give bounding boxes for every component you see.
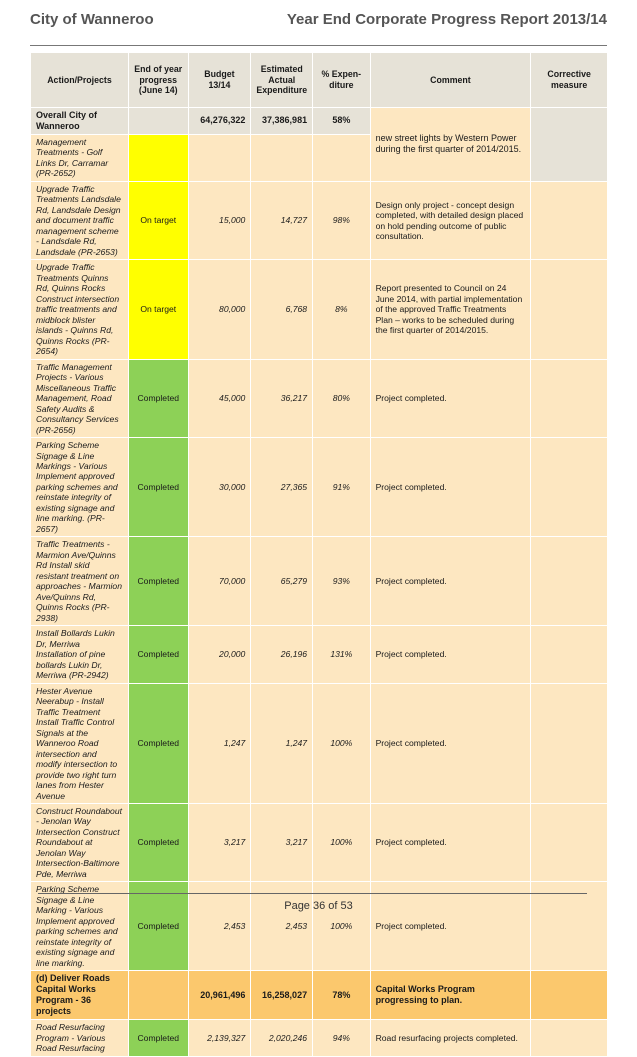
header-divider [30,45,607,46]
comment-cell: Report presented to Council on 24 June 2014, with partial implementation of the approved Traffic Treatments Plan – works to be scheduled during the first quarter of 2014/2015. [370,260,531,359]
table-row [31,181,608,259]
actual-cell: 3,217 [251,804,313,882]
col-header-budget: Budget 13/14 [188,53,251,108]
page-header [30,6,607,28]
corrective-cell [531,683,608,803]
status-cell [128,134,188,181]
pct-cell: 98% [313,181,370,259]
comment-cell: Project completed. [370,804,531,882]
budget-cell: 1,247 [188,683,251,803]
actual-cell: 1,247 [251,683,313,803]
status-cell: Completed [128,804,188,882]
section-pct: 78% [313,971,370,1020]
project-name: Hester Avenue Neerabup - Install Traffic Treatment Install Traffic Control Signals at the Wanneroo Road intersection and modify intersection to provide two right turn lanes from Hester Avenue [31,683,129,803]
table-row [31,537,608,626]
col-header-comment: Comment [370,53,531,108]
project-name: Parking Scheme Signage & Line Marking - Various Implement approved parking schemes and reinstate integrity of existing signage and line marking. [31,882,129,971]
overall-corrective [531,108,608,182]
col-header-estimated: Estimated Actual Expenditure [251,53,313,108]
comment-cell: Design only project - concept design completed, with detailed design placed on hold pending outcome of public consultation. [370,181,531,259]
budget-cell: 70,000 [188,537,251,626]
project-name: Parking Scheme Signage & Line Markings - Various Implement approved parking schemes and reinstate integrity of existing signage and line marking. (PR-2657) [31,438,129,537]
status-cell: Completed [128,537,188,626]
pct-cell: 131% [313,626,370,683]
report-title: Year End Corporate Progress Report 2013/14 [286,11,607,28]
corrective-cell [531,438,608,537]
section-row [31,971,608,1020]
col-header-corrective: Corrective measure [531,53,608,108]
section-label: (d) Deliver Roads Capital Works Program - 36 projects [31,971,129,1020]
table-header-row [31,53,608,108]
comment-cell: Project completed. [370,438,531,537]
project-name: Install Bollards Lukin Dr, Merriwa Installation of pine bollards Lukin Dr, Merriwa (PR-2942) [31,626,129,683]
corrective-cell [531,804,608,882]
project-name: Traffic Management Projects - Various Miscellaneous Traffic Management, Road Safety Audits & Consultancy Services (PR-2656) [31,359,129,437]
overall-row [31,108,608,135]
status-cell: On target [128,181,188,259]
actual-cell: 14,727 [251,181,313,259]
comment-cell: Project completed. [370,683,531,803]
budget-cell: 30,000 [188,438,251,537]
project-name: Upgrade Traffic Treatments Landsdale Rd, Landsdale Design and document traffic management scheme - Landsdale Rd, Landsdale (PR-2653) [31,181,129,259]
col-header-progress: End of year progress (June 14) [128,53,188,108]
pct-cell: 8% [313,260,370,359]
pct-cell: 100% [313,683,370,803]
budget-cell: 2,453 [188,882,251,971]
section-status [128,971,188,1020]
pct-cell [313,134,370,181]
table-row [31,683,608,803]
status-cell: Completed [128,438,188,537]
project-name: Management Treatments - Golf Links Dr, Carramar (PR-2652) [31,134,129,181]
comment-cell: Project completed. [370,882,531,971]
table-row [31,1020,608,1056]
section-corrective [531,971,608,1020]
corrective-cell [531,626,608,683]
pct-cell: 80% [313,359,370,437]
table-row [31,438,608,537]
project-name: Road Resurfacing Program - Various Road Resurfacing [31,1020,129,1056]
comment-cell: Project completed. [370,359,531,437]
overall-budget: 64,276,322 [188,108,251,135]
overall-pct: 58% [313,108,370,135]
overall-status [128,108,188,135]
table-row [31,260,608,359]
status-cell: Completed [128,359,188,437]
status-cell: On target [128,260,188,359]
status-cell: Completed [128,882,188,971]
corrective-cell [531,260,608,359]
pct-cell: 94% [313,1020,370,1056]
table-row [31,882,608,971]
actual-cell [251,134,313,181]
corrective-cell [531,537,608,626]
budget-cell: 20,000 [188,626,251,683]
col-header-pct: % Expen-diture [313,53,370,108]
project-name: Construct Roundabout - Jenolan Way Intersection Construct Roundabout at Jenolan Way Intersection-Baltimore Pde, Merriwa [31,804,129,882]
overall-actual: 37,386,981 [251,108,313,135]
table-row [31,804,608,882]
actual-cell: 2,453 [251,882,313,971]
budget-cell: 2,139,327 [188,1020,251,1056]
budget-cell: 80,000 [188,260,251,359]
table-row [31,359,608,437]
corrective-cell [531,359,608,437]
page-number: Page 36 of 53 [284,900,353,912]
comment-cell: Project completed. [370,626,531,683]
budget-cell: 3,217 [188,804,251,882]
comment-cell: Project completed. [370,537,531,626]
corrective-cell [531,181,608,259]
comment-cell: Road resurfacing projects completed. [370,1020,531,1056]
actual-cell: 27,365 [251,438,313,537]
actual-cell: 6,768 [251,260,313,359]
actual-cell: 36,217 [251,359,313,437]
project-name: Upgrade Traffic Treatments Quinns Rd, Quinns Rocks Construct intersection traffic treatments and midblock blister islands - Quinns Rd, Quinns Rocks (PR-2654) [31,260,129,359]
section-budget: 20,961,496 [188,971,251,1020]
budget-cell [188,134,251,181]
organisation-title: City of Wanneroo [30,11,154,28]
status-cell: Completed [128,1020,188,1056]
footer-divider [38,893,587,894]
project-name: Traffic Treatments - Marmion Ave/Quinns Rd Install skid resistant treatment on approaches - Marmion Ave/Quinns Rd, Quinns Rocks (PR-2938) [31,537,129,626]
overall-comment: new street lights by Western Power during the first quarter of 2014/2015. [370,108,531,182]
status-cell: Completed [128,626,188,683]
budget-cell: 15,000 [188,181,251,259]
pct-cell: 91% [313,438,370,537]
pct-cell: 100% [313,882,370,971]
actual-cell: 65,279 [251,537,313,626]
pct-cell: 93% [313,537,370,626]
corrective-cell [531,1020,608,1056]
status-cell: Completed [128,683,188,803]
actual-cell: 26,196 [251,626,313,683]
pct-cell: 100% [313,804,370,882]
table-row [31,626,608,683]
section-actual: 16,258,027 [251,971,313,1020]
corrective-cell [531,882,608,971]
col-header-action: Action/Projects [31,53,129,108]
section-comment: Capital Works Program progressing to plan. [370,971,531,1020]
overall-label: Overall City of Wanneroo [31,108,129,135]
actual-cell: 2,020,246 [251,1020,313,1056]
budget-cell: 45,000 [188,359,251,437]
